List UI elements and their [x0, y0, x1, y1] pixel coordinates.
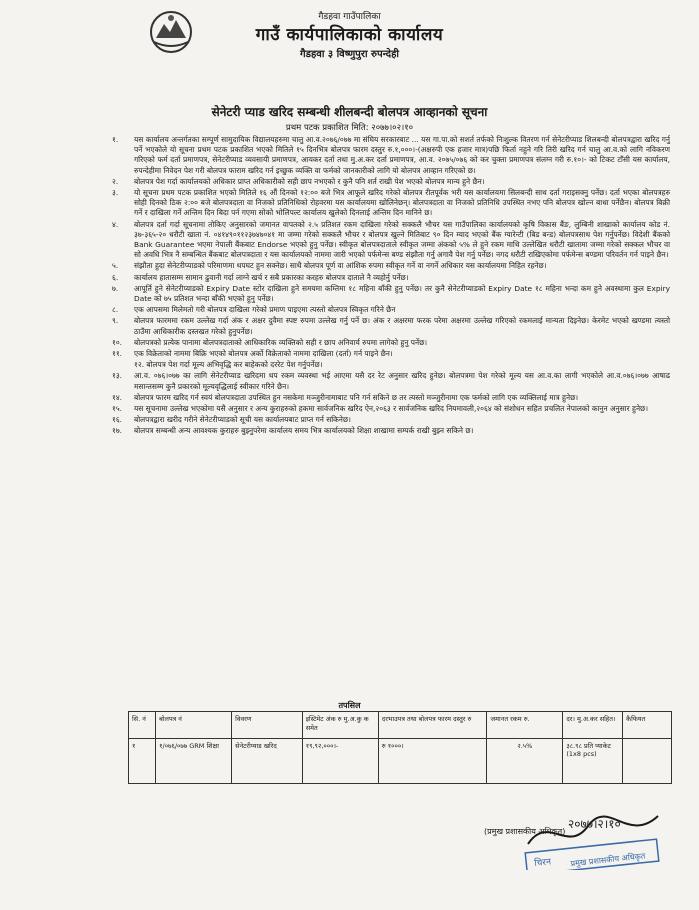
schedule-cell: ३८.९८ प्रति प्याकेट (1x8 pcs)	[563, 739, 623, 784]
item-text: बोलपत्र पेश गर्दा कार्यालयको अधिकार प्राप्त अधिकारीको सही छाप नभएको र कुनै पनि शर्त राखी पेश भएको बोलपत्र मान्य हुने छैन।	[134, 176, 485, 186]
item-text: बोलपत्रको प्रत्येक पानामा बोलपत्रदाताको आधिकारिक व्यक्तिको सही र छाप अनिवार्य रुपमा लागेको हुनु पर्नेछ।	[134, 337, 428, 347]
item-text: बोलपत्र दर्ता गर्दा सूचनामा तोकिए अनुसारको जमानत वापतको २.५ प्रतिशत रकम दाखिला गरेको सक्कलै भौचर यस गाउँपालिका कार्यालयको कृषि विकास बैंङ, लुम्बिनी शाखाको कार्यालय कोड नं. ३७-३६५-२० धरौटी खाता नं. ०४१४९०११२३७४७०४१ मा जम्मा गरेको सक्कलै भौचर र बोलपत्र खुल्ने मितिबाट ९० दिन म्याद भएको बैंक ग्यारेन्टी (बिड बन्ड) बोलपत्रसाथ पेश गर्नुपर्नेछ। विदेशी बैंकको Bank Guarantee भएमा नेपाली बैंकबाट Endorse भएको हुनु पर्नेछ। स्वीकृत बोलपत्रदाताले स्वीकृत जम्मा अंकको ५% ले हुने रकम माथि उल्लेखित धरौटी खातामा जम्मा गरेको सक्कल भौचर वा सो अवधि भित्र नै सम्बन्धित बैंकबाट बोलपत्रदाता र यस कार्यालयको नाममा जारी भएको पर्फमेन्स बण्ड संझौता गर्नु अगावै पेश गर्नु पर्नेछ। नगद धरौटी राखिएकोमा पर्फमेन्स बण्डमा परिवर्तन गर्न पाइने छैन।	[134, 219, 670, 260]
notice-item	[112, 284, 670, 304]
notice-item	[112, 220, 670, 261]
item-number: ६.	[112, 272, 119, 282]
item-number: १५.	[112, 404, 123, 414]
notice-item	[112, 393, 670, 403]
schedule-cell: १/०७६/०७७ GRM शिक्षा	[156, 739, 232, 784]
item-text: बोलपत्र सम्बन्धी अन्य आवश्यक कुराहरु बुझ्नुपरेमा कार्यालय समय भित्र कार्यालयको शिक्षा शाखामा सम्पर्क राखी बुझ्न सकिने छ।	[134, 426, 474, 436]
item-number: १.	[112, 135, 119, 144]
notice-item	[112, 316, 670, 336]
item-text: यो सूचना प्रथम पटक प्रकाशित भएको मितिले १६ औं दिनको १२:०० बजे भित्र आफूले खरिद गरेको बोलपत्र रीतपूर्वक भरी यस कार्यालयमा सिलबन्दी साथ दर्ता गराइसक्नु पर्नेछ। दर्ता भएका बोलपत्रहरु सोही दिनको ठिक २:०० बजे बोलपत्रदाता वा निजको प्रतिनिधिको रोहवरमा यस कार्यालयमा खोलिनेछन्। बोलपत्रदाता वा निजको प्रतिनिधि उपस्थित नभए पनि बोलपत्र खोल्न बाधा पर्नेछैन। बोलपत्र बिक्री गर्ने र दाखिला गर्ने अन्तिम दिन बिदा पर्न गएमा सोको भोलिपल्ट कार्यालय खुलेको दिनलाई अन्तिम दिन मानिने छ।	[134, 188, 670, 218]
schedule-cell: १९,९२,०००।-	[302, 739, 378, 784]
schedule-header-cell: कैफियत	[623, 712, 672, 739]
item-number: १६.	[112, 415, 123, 425]
schedule-header-cell: दरभाउपत्र तथा बोलपत्र फारम दस्तुर रु	[378, 712, 487, 739]
schedule-header-cell: दर। मु.अ.कर सहित।	[563, 712, 623, 739]
notice-item	[112, 338, 670, 348]
notice-item	[112, 371, 670, 391]
notice-items-list	[112, 135, 670, 438]
notice-title: सेनेटरी प्याड खरिद सम्बन्धी शीलबन्दी बोलपत्र आव्हानको सूचना	[211, 105, 488, 119]
schedule-header-cell: सि. नं	[129, 712, 156, 739]
schedule-cell	[623, 739, 672, 784]
schedule-header-row	[129, 712, 672, 739]
office-name: गाउँ कार्यपालिकाको कार्यालय	[255, 25, 444, 45]
officer-designation: (प्रमुख प्रशासकीय अधिकृत)	[484, 827, 566, 836]
signature-date: २०७७।२।१०	[568, 817, 621, 831]
item-number: १३.	[112, 371, 123, 381]
item-number: ११.	[112, 349, 123, 359]
signature-stamp	[508, 804, 668, 870]
notice-item	[112, 415, 670, 425]
notice-item	[112, 135, 670, 176]
table-row	[129, 739, 672, 784]
notice-item	[112, 273, 670, 283]
item-text: बोलपत्र फारम खरिद गर्न स्वयं बोलपत्रदाता उपस्थित हुन नसकेमा मञ्जुरीनामाबाट पनि गर्न सकिने छ तर त्यस्तो मञ्जुरीनामा एक फर्मको लागि एक व्यक्तिलाई मात्र हुनेछ।	[134, 392, 579, 402]
office-address: गैडहवा ३ विष्णुपुरा रुपन्देही	[299, 49, 399, 60]
notice-item	[112, 305, 670, 315]
item-number: ४.	[112, 219, 119, 229]
item-number: ३.	[112, 188, 119, 198]
seal-name: चिरन	[533, 857, 552, 870]
schedule-body	[129, 739, 672, 784]
seal-text: प्रमुख प्रशासकीय अधिकृत	[570, 851, 646, 869]
item-text: यस सूचनामा उल्लेख भएकोमा यसै अनुसार र अन्य कुराहरुको हकमा सार्वजनिक खरिद ऐन,२०६३ र सार्वजनिक खरिद नियमावली,२०६४ को संशोधन सहित प्रचलित नेपालको कानुन अनुसार हुनेछ।	[134, 404, 649, 414]
item-text: बोलपत्र फारममा रकम उल्लेख गर्दा अंक र अक्षर दुवैमा स्पष्ट रुपमा उल्लेख गर्नु पर्ने छ। अंक र अक्षरमा फरक परेमा अक्षरमा उल्लेख गरिएको रकमलाई मान्यता दिइनेछ। केरमेट भएको खण्डमा त्यस्तो ठाउँमा आधिकारीक दस्तखत गरेको हुनुपर्नेछ।	[134, 316, 670, 336]
item-text: एक विक्रेताको नाममा बिक्रि भएको बोलपत्र अर्को विक्रेताको नाममा दाखिला (दर्ता) गर्न पाइने छैन।	[134, 349, 393, 359]
schedule-cell: रु १०००।	[378, 739, 487, 784]
schedule-header-cell: इस्टिमेट अंक रु मु.अ.कु क समेत	[302, 712, 378, 739]
item-number: २.	[112, 176, 119, 186]
schedule-caption: तपसिल	[338, 701, 361, 710]
item-number: ७.	[112, 283, 119, 293]
municipality-name: गैडहवा गाउँपालिका	[318, 12, 381, 22]
notice-item	[112, 426, 670, 436]
item-text: यस कार्यालय अन्तर्गतका सम्पूर्ण सामुदायिक विद्यालयहरुमा चालु आ.व.२०७६/०७७ मा संघिय सरकारबाट ... यस गा.पा.को सशर्त तर्फको निःशुल्क वितरण गर्न सेनेटरीप्याड शिलबन्दी बोलपत्रद्वारा खरिद गर्नु पर्ने भएकोले यो सूचना प्रथम पटक प्रकाशित भएको मितिले १५ दिनभित्र बोलपत्र फारम दस्तुर रु.१,०००।-(अक्षरुपी एक हजार मात्र)पछि फिर्ता नहुने गरि तिरी खरिद गर्न चालु आ.व.को लागि नविकरण गरिएको फर्म दर्ता प्रमाणपत्र, सेनेटरीप्याड व्यवसायी प्रमाणपत्र, आयकर दर्ता तथा मु.अ.कर दर्ता प्रमाणपत्र, आ.व. २०७५/०७६ को कर चुक्ता प्रमाणपत्र संलग्न गरी रु.१०।- को टिकट टाँसी यस कार्यालय, रुपन्देहीमा निवेदन पेश गरी बोलपत्र फाराम खरिद गर्न इच्छुक व्यक्ति वा फर्मको जानकारीको लागि यो बोलपत्र आव्हान गरिएको छ।	[134, 135, 670, 175]
item-text: एक आपसमा मिलेमतो गरी बोलपत्र दाखिला गरेको प्रमाण पाइएमा त्यस्तो बोलपत्र स्विकृत गरिने छैन	[134, 305, 396, 315]
schedule-cell: १	[129, 739, 156, 784]
notice-item	[112, 360, 670, 370]
item-number: १७.	[112, 426, 123, 436]
first-published-date: प्रथम पटक प्रकाशित मिति: २०७७।०२।१०	[285, 123, 414, 133]
item-text: बोलपत्रद्वारा खरीद गरीने सेनेटरीप्याडको सूची यस कार्यालयबाट प्राप्त गर्न सकिनेछ।	[134, 415, 351, 425]
item-number: ९.	[112, 316, 119, 326]
notice-item	[112, 261, 670, 271]
notice-item	[112, 349, 670, 359]
item-number: १४.	[112, 392, 123, 402]
schedule-table	[128, 711, 672, 784]
item-text: आ.व. ०७६।०७७ का लागि सेनेटरीप्याड खरिदमा थप रकम व्यवस्था भई आएमा यसै दर रेट अनुसार खरिद हुनेछ। बोलपत्रमा पेश गरेको मूल्य यस आ.व.का लागी भएकोले आ.व.०७६।०७७ आषाढ मसान्तसम्म कुनै प्रकारको मूल्यवृद्धिलाई स्वीकार गरिने छैन।	[134, 371, 670, 391]
item-text: आपूर्ति हुने सेनेटरीप्याडको Expiry Date स्टोर दाखिला हुने समयमा कम्तिमा १८ महिना बाँकी हुनु पर्नेछ। तर कुनै सेनेटरीप्याडको Expiry Date १८ महिना भन्दा कम हुने अवस्थामा कुल Expiry Date को ७५ प्रतिशत भन्दा बाँकी भएको हुनु पर्नेछ।	[134, 283, 670, 304]
item-text: संझौता हुदा सेनेटरीप्याडको परिमाणमा थपघट हुन सक्नेछ। साथै बोलपत्र पूर्ण वा आंशिक रुपमा स्वीकृत गर्ने वा नगर्ने अधिकार यस कार्यालयमा निहित रहनेछ।	[134, 261, 547, 271]
schedule-header-cell: जमानत रकम रु.	[487, 712, 563, 739]
schedule-header-cell: बोलपत्र नं	[156, 712, 232, 739]
item-number: १०.	[112, 337, 123, 347]
schedule-cell: २.५%	[487, 739, 563, 784]
item-number: ८.	[112, 305, 119, 315]
notice-item	[112, 188, 670, 219]
item-number: ५.	[112, 261, 119, 271]
item-text: १२. बोलपत्र पेश गर्दा मूल्य अभिवृद्धि कर बाहेकको दररेट पेश गर्नुपर्नेछ।	[134, 360, 323, 370]
notice-item	[112, 177, 670, 187]
notice-item	[112, 404, 670, 414]
item-number	[112, 360, 134, 370]
schedule-cell: सेनेटरीप्याड खरिद	[232, 739, 303, 784]
item-text: कार्यालय हातासम्म सामान ढुवानी गर्दा लाग्ने खर्च र सबै प्रकारका करहरु बोलपत्र दाताले नै व्यहोर्नु पर्नेछ।	[134, 272, 409, 282]
schedule-header-cell: विवरण	[232, 712, 303, 739]
